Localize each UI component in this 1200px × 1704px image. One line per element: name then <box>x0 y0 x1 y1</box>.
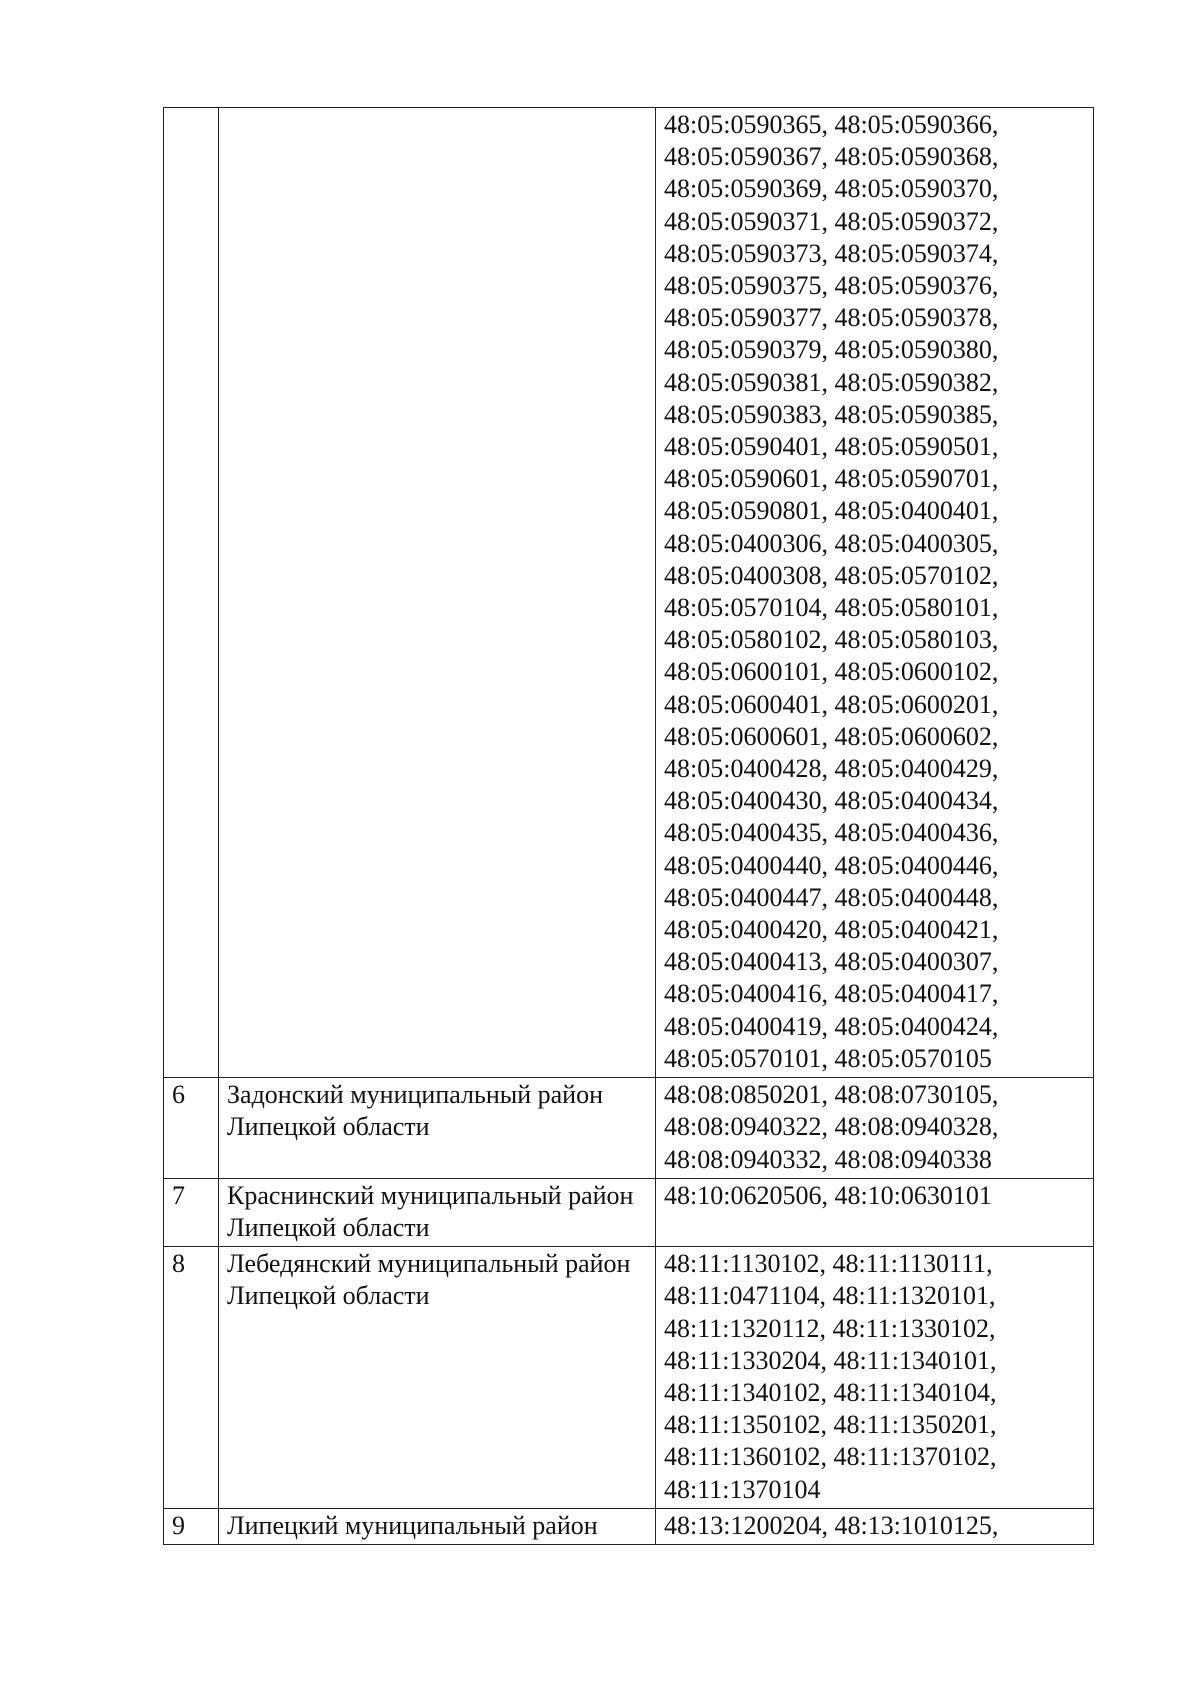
table-body <box>164 108 1094 1545</box>
cadastral-codes <box>656 1178 1094 1246</box>
cadastral-code-line: 48:05:0590383, 48:05:0590385, <box>664 399 999 429</box>
table-row <box>164 1508 1094 1544</box>
cadastral-code-line: 48:05:0600601, 48:05:0600602, <box>664 721 999 751</box>
cadastral-code-line: 48:05:0400308, 48:05:0570102, <box>664 560 999 590</box>
cadastral-code-line: 48:08:0850201, 48:08:0730105, <box>664 1080 999 1110</box>
cadastral-code-line: 48:05:0400447, 48:05:0400448, <box>664 882 999 912</box>
cadastral-code-line: 48:05:0590367, 48:05:0590368, <box>664 142 999 172</box>
cadastral-code-line: 48:05:0570104, 48:05:0580101, <box>664 593 999 623</box>
cadastral-code-line: 48:05:0400435, 48:05:0400436, <box>664 818 999 848</box>
cadastral-code-line: 48:05:0590365, 48:05:0590366, <box>664 110 999 139</box>
row-number <box>164 108 219 1078</box>
cadastral-code-line: 48:11:1350102, 48:11:1350201, <box>664 1410 997 1440</box>
district-name: Липецкий муниципальный район <box>219 1508 656 1544</box>
cadastral-code-line: 48:05:0580102, 48:05:0580103, <box>664 625 999 655</box>
cadastral-code-line: 48:10:0620506, 48:10:0630101 <box>664 1180 992 1210</box>
cadastral-code-line: 48:05:0600101, 48:05:0600102, <box>664 657 999 687</box>
district-name: Краснинский муниципальный район Липецкой области <box>219 1178 656 1246</box>
cadastral-code-line: 48:05:0400428, 48:05:0400429, <box>664 754 999 784</box>
cadastral-code-line: 48:05:0590371, 48:05:0590372, <box>664 206 999 236</box>
cadastral-codes <box>656 1078 1094 1179</box>
cadastral-code-line: 48:05:0600401, 48:05:0600201, <box>664 689 999 719</box>
cadastral-code-line: 48:05:0400306, 48:05:0400305, <box>664 528 999 558</box>
table-row <box>164 1078 1094 1179</box>
cadastral-code-line: 48:08:0940332, 48:08:0940338 <box>664 1144 992 1174</box>
cadastral-code-line: 48:05:0590801, 48:05:0400401, <box>664 496 999 526</box>
cadastral-code-line: 48:05:0400420, 48:05:0400421, <box>664 915 999 945</box>
cadastral-code-line: 48:11:1360102, 48:11:1370102, <box>664 1442 997 1472</box>
cadastral-code-line: 48:11:0471104, 48:11:1320101, <box>664 1281 996 1311</box>
cadastral-code-line: 48:05:0590369, 48:05:0590370, <box>664 174 999 204</box>
cadastral-code-line: 48:05:0590601, 48:05:0590701, <box>664 464 999 494</box>
cadastral-code-line: 48:05:0570101, 48:05:0570105 <box>664 1043 992 1073</box>
cadastral-code-line: 48:05:0590381, 48:05:0590382, <box>664 367 999 397</box>
row-number: 8 <box>164 1247 219 1509</box>
table-row <box>164 1178 1094 1246</box>
cadastral-code-line: 48:05:0590377, 48:05:0590378, <box>664 303 999 333</box>
cadastral-code-line: 48:11:1320112, 48:11:1330102, <box>664 1313 996 1343</box>
cadastral-table <box>163 107 1094 1545</box>
cadastral-code-line: 48:11:1330204, 48:11:1340101, <box>664 1345 997 1375</box>
district-name: Задонский муниципальный район Липецкой области <box>219 1078 656 1179</box>
cadastral-code-line: 48:05:0400430, 48:05:0400434, <box>664 786 999 816</box>
cadastral-code-line: 48:05:0400413, 48:05:0400307, <box>664 947 999 977</box>
cadastral-code-line: 48:05:0400416, 48:05:0400417, <box>664 979 999 1009</box>
cadastral-code-line: 48:13:1200204, 48:13:1010125, <box>664 1510 999 1540</box>
cadastral-code-line: 48:05:0400419, 48:05:0400424, <box>664 1011 999 1041</box>
row-number: 7 <box>164 1178 219 1246</box>
district-name <box>219 108 656 1078</box>
row-number: 9 <box>164 1508 219 1544</box>
cadastral-code-line: 48:11:1130102, 48:11:1130111, <box>664 1249 993 1279</box>
cadastral-code-line: 48:11:1340102, 48:11:1340104, <box>664 1377 997 1407</box>
row-number: 6 <box>164 1078 219 1179</box>
table-row <box>164 108 1094 1078</box>
cadastral-code-line: 48:05:0590375, 48:05:0590376, <box>664 271 999 301</box>
cadastral-code-line: 48:05:0590401, 48:05:0590501, <box>664 432 999 462</box>
cadastral-code-line: 48:05:0590373, 48:05:0590374, <box>664 238 999 268</box>
table-row <box>164 1247 1094 1509</box>
cadastral-code-line: 48:05:0590379, 48:05:0590380, <box>664 335 999 365</box>
cadastral-code-line: 48:08:0940322, 48:08:0940328, <box>664 1112 999 1142</box>
cadastral-codes <box>656 1508 1094 1544</box>
cadastral-code-line: 48:05:0400440, 48:05:0400446, <box>664 850 999 880</box>
district-name: Лебедянский муниципальный район Липецкой области <box>219 1247 656 1509</box>
cadastral-codes <box>656 1247 1094 1509</box>
cadastral-codes <box>656 108 1094 1078</box>
cadastral-code-line: 48:11:1370104 <box>664 1474 821 1504</box>
